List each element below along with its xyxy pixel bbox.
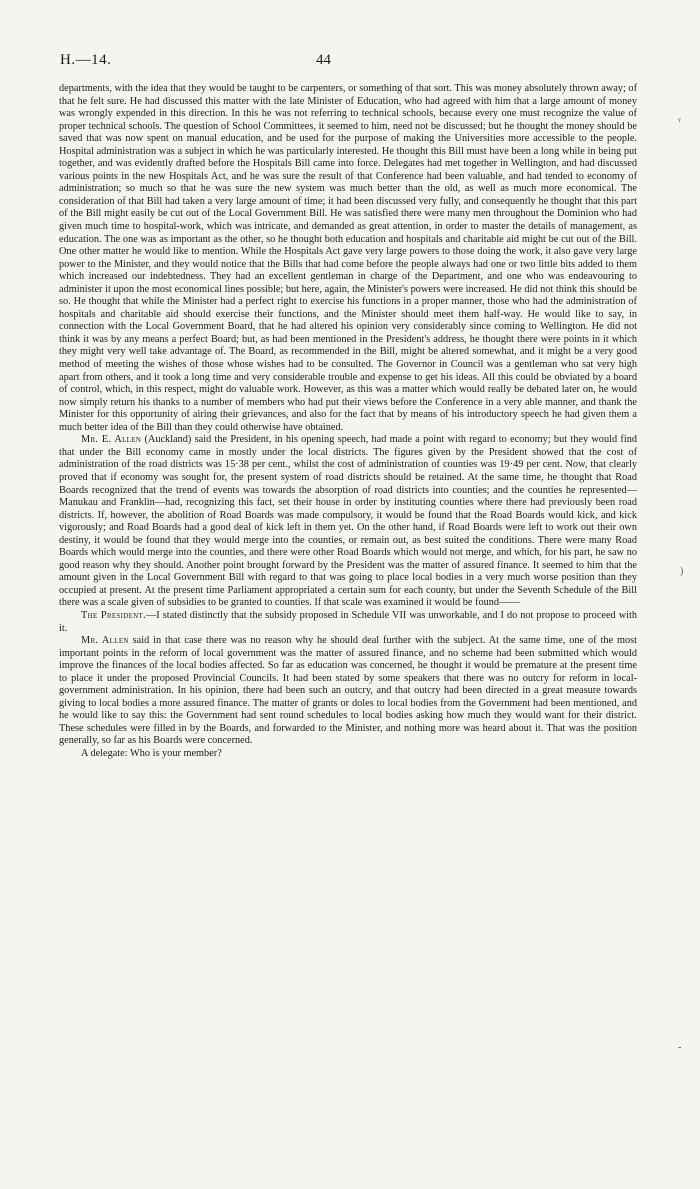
paragraph-text: (Auckland) said the President, in his opening speech, had made a point with regard to economy; but they would find that under the Bill economy came in mostly under the local districts. The figures given by the President showed that the cost of administration of the road districts was 15·38 per cent., whilst the cost of administration of counties was 19·49 per cent. Now, that clearly proved that if economy was sought for, the present system of road districts should be retained. At the same time, he thought that Road Boards recognized that the trend of events was towards the absorption of road districts into counties; and the counties he represented—Manukau and Franklin—had, recognizing this fact, set their house in order by instituting counties where there had previously been road districts. If, however, the abolition of Road Boards was made compulsory, it would be found that the Road Boards would kick, and kick vigorously; and Road Boards had a good deal of kick left in them yet. On the other hand, if Road Boards were left to work out their own destiny, it would be found that they would merge into the counties, or remain out, as best suited the conditions. There were many Road Boards which would merge into the counties, and there were other Road Boards which would not merge, and which, for his part, he saw no good reason why they should. Another point brought forward by the President was the matter of assured finance. It seemed to him that the amount given in the Local Government Bill with regard to that was going to place local bodies in a very much worse position than they occupied at present. At the present time Parliament appropriated a certain sum for each county, but under the Seventh Schedule of the Bill there was a scale given of subsidies to be granted to counties. If that scale was examined it would be found—— bbox=[59, 434, 637, 609]
page-number: 44 bbox=[316, 52, 331, 68]
paragraph-text: said in that case there was no reason why he should deal further with the subject. At the same time, one of the most important points in the reform of local government was the matter of assured finance, and no scheme had been submitted which would improve the finances of the local bodies affected. So far as education was concerned, he thought it would be premature at the present time to place it under the proposed Provincial Councils. It had been stated by some speakers that there was no outcry for reform in local-government administration. In his opinion, there had been such an outcry, and that outcry had been directed in a great measure towards giving to local bodies a more assured finance. The matter of grants or doles to local bodies from the Government had been mentioned, and he would like to say this: the Government had sent round schedules to local bodies asking how much they would want for their district. These schedules were filled in by the Boards, and forwarded to the Minister, and nothing more was heard about it. That was the position generally, so far as his Boards were concerned. bbox=[59, 635, 637, 747]
paragraph-delegate-question: A delegate: Who is your member? bbox=[81, 747, 222, 759]
document-reference: H.—14. bbox=[60, 52, 112, 68]
margin-mark: ) bbox=[680, 566, 684, 577]
paragraph-president-interjection bbox=[59, 610, 637, 635]
speaker-name: The President. bbox=[81, 609, 146, 621]
paragraph-continuation: departments, with the idea that they would be taught to be carpenters, or something of that sort. This was money absolutely thrown away; of that he felt sure. He had discussed this matter with the late Minister of Education, who had agreed with him that a large amount of money was wrongly expended in this direction. In this he was not referring to technical schools, because every one must recognize the value of proper technical schools. The question of School Committees, it seemed to him, need not be discussed; but he thought the money should be saved that was now spent on manual education, and be used for the purpose of making the Universities more accessible to the people. Hospital administration was a subject in which he was particularly interested. He thought this Bill must have been a long while in being put together, and was evidently drafted before the Hospitals Bill came into force. Delegates had met together in Wellington, and had discussed various points in the new Hospitals Act, and he was sure the result of that Conference had been valuable, and had tended to economy of administration; so much so that he was sure the new system was much better than the old, as well as much more economical. The consideration of that Bill had taken a very large amount of time; it had been discussed very fully, and consequently he thought that this part of the Bill might easily be cut out of the Local Government Bill. He was satisfied there were many men throughout the Dominion who had given much time to hospital-work, which was intricate, and demanded as great attention, in order to master the details of management, as education. The one was as important as the other, so he thought both education and hospitals and charitable aid might be cut out of the Bill. One other matter he would like to mention. While the Hospitals Act gave very large powers to those doing the work, it also gave very large power to the Minister, and they would notice that the Bills that had come before the people always had one or two little bits added to them which increased our indebtedness. They had an excellent gentleman in charge of the Department, and one who was endeavouring to administer it upon the most economical lines possible; but here, again, the Minister's powers were increased. He did not think this should be so. He thought that while the Minister had a perfect right to exercise his functions in a proper manner, those who had the administration of hospitals and charitable aid should exercise their functions, and the Minister should meet them half-way. He would like to say, in connection with the Local Government Board, that he had altered his opinion very considerably since coming to Wellington. He did not think it was by any means a perfect Board; but, as had been mentioned in the President's address, he thought there were points in it which they might very well take advantage of. The Board, as recommended in the Bill, might be altered somewhat, and it might be a very good method of meeting the wishes of those whose wishes had to be consulted. The Governor in Council was a gentleman who sat very high apart from others, and it took a long time and very considerable trouble and expense to get his ideas. All this could be obviated by a board of control, which, in this respect, might do valuable work. However, as this was a matter which would really be debated later on, he would now simply return his thanks to a number of members who had put their views before the Conference in a very able manner, and thank the Minister for this opportunity of airing their grievances, and also for the fact that by means of his introductory speech he had given them a much better idea of the Bill than they could otherwise have obtained. bbox=[59, 83, 637, 433]
speaker-name: Mr. E. Allen bbox=[81, 434, 142, 446]
body-text bbox=[59, 83, 637, 761]
paragraph-allen-reply bbox=[59, 635, 637, 748]
speaker-name: Mr. Allen bbox=[81, 635, 129, 647]
paragraph-allen-speech bbox=[59, 434, 637, 610]
margin-mark: - bbox=[678, 1042, 682, 1053]
page-header bbox=[60, 52, 620, 72]
paragraph-text: —I stated distinctly that the subsidy proposed in Schedule VII was unworkable, and I do not propose to proceed with it. bbox=[59, 609, 638, 634]
margin-mark: ᵧ bbox=[678, 112, 681, 123]
